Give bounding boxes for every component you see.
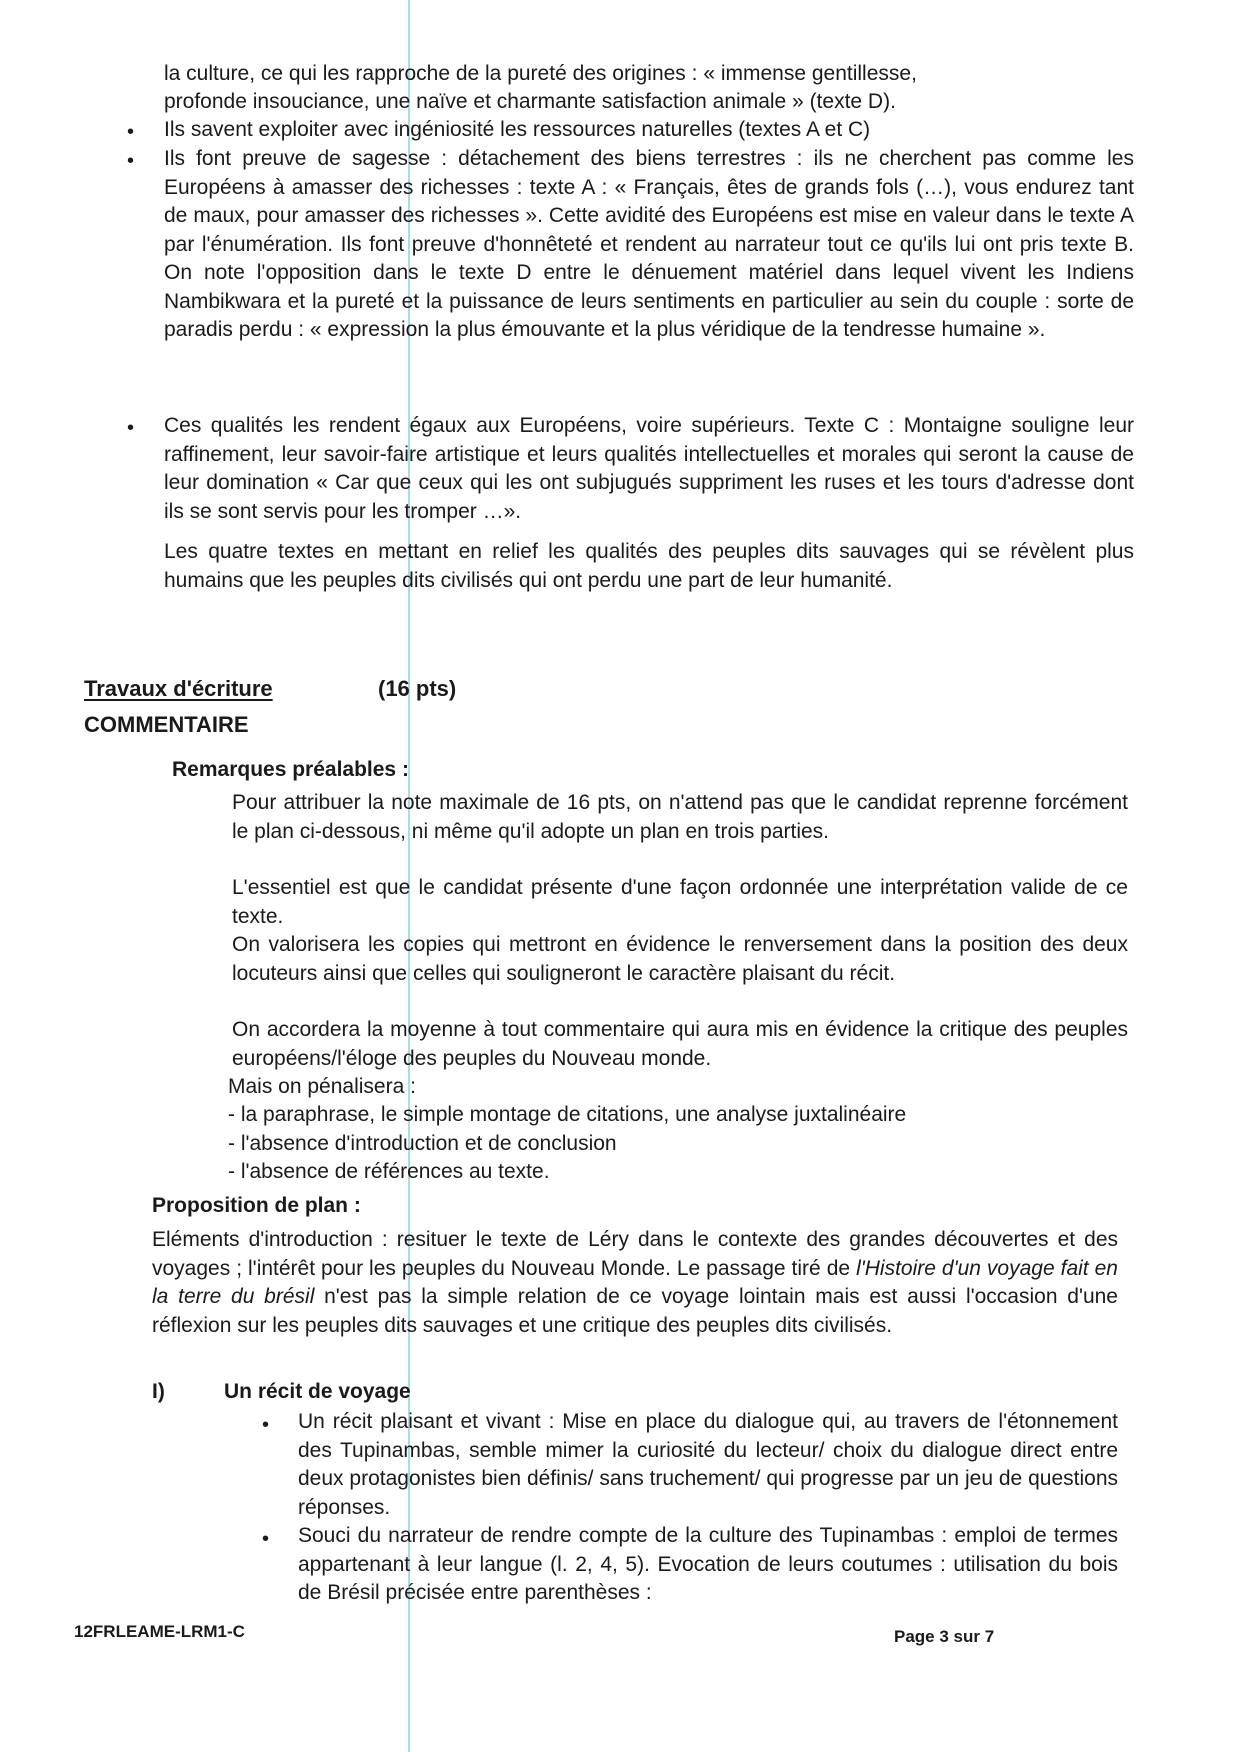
document-code: 12FRLEAME-LRM1-C (74, 1622, 245, 1641)
penalty-item: - la paraphrase, le simple montage de citations, une analyse juxtalinéaire (228, 1103, 907, 1126)
part-number: I) (152, 1380, 165, 1403)
penalty-item: - l'absence de références au texte. (228, 1160, 550, 1183)
bullet-dot-icon: • (262, 1528, 270, 1550)
plan-intro-text-end: n'est pas la simple relation de ce voyage lointain mais est aussi l'occasion d'une réflexion sur les peuples dits sauvages et une critique des peuples dits civilisés. (152, 1285, 1118, 1337)
bullet-dot-icon: • (262, 1414, 270, 1436)
bullet-dot-icon: • (127, 417, 135, 439)
section-points: (16 pts) (378, 676, 457, 701)
part1-bullet-culture: Souci du narrateur de rendre compte de la culture des Tupinambas : emploi de termes appartenant à leur langue (l. 2, 4, 5). Evocation de leurs coutumes : utilisation du bois de Brésil précisée entre parenthèses : (298, 1524, 1118, 1604)
intro-line-2: profonde insouciance, une naïve et charmante satisfaction animale » (texte D). (164, 90, 896, 113)
conclusion-paragraph: Les quatre textes en mettant en relief les qualités des peuples dits sauvages qui se révèlent plus humains que les peuples dits civilisés qui ont perdu une part de leur humanité. (164, 540, 1134, 592)
bullet-wisdom: Ils font preuve de sagesse : détachement des biens terrestres : ils ne cherchent pas comme les Européens à amasser des richesses : texte A : « Français, êtes de grands fols (…), vous endurez tant de maux, pour amasser des richesses ». Cette avidité des Européens est mise en valeur dans le texte A par l'énumération. Ils font preuve d'honnêteté et rendent au narrateur tout ce qu'ils lui ont pris texte B. On note l'opposition dans le texte D entre le dénuement matériel dans lequel vivent les Indiens Nambikwara et la pureté et la puissance de leurs sentiments en particulier au sein du couple : sorte de paradis perdu : « expression la plus émouvante et la plus véridique de la tendresse humaine ». (164, 147, 1134, 341)
remarks-paragraph-4: On accordera la moyenne à tout commentaire qui aura mis en évidence la critique des peuples européens/l'éloge des peuples du Nouveau monde. (232, 1018, 1128, 1070)
remarks-heading: Remarques préalables : (172, 758, 409, 781)
bullet-superiority: Ces qualités les rendent égaux aux Européens, voire supérieurs. Texte C : Montaigne souligne leur raffinement, leur savoir-faire artistique et leurs qualités intellectuelles et morales qui seront la cause de leur domination « Car que ceux qui les ont subjugués suppriment les ruses et les tours d'adresse dont ils se sont servis pour les tromper …». (164, 414, 1134, 523)
section-title: Travaux d'écriture (84, 676, 273, 701)
part-title: Un récit de voyage (224, 1380, 411, 1403)
penalty-list (228, 1101, 1128, 1187)
plan-heading: Proposition de plan : (152, 1194, 361, 1217)
part1-bullet-narrative: Un récit plaisant et vivant : Mise en place du dialogue qui, au travers de l'étonnement des Tupinambas, semble mimer la curiosité du lecteur/ choix du dialogue direct entre deux protagonistes bien définis/ sans truchement/ qui progresse par un jeu de questions réponses. (298, 1410, 1118, 1519)
book-title: l'Histoire d'un voyage fait en la terre du brésil (152, 1256, 1118, 1308)
bullet-resources: Ils savent exploiter avec ingéniosité les ressources naturelles (textes A et C) (164, 118, 871, 141)
remarks-paragraph-5: Mais on pénalisera : (228, 1075, 416, 1098)
bullet-dot-icon: • (127, 150, 135, 172)
remarks-paragraph-2: L'essentiel est que le candidat présente d'une façon ordonnée une interprétation valide de ce texte. (232, 876, 1128, 928)
plan-intro-text: Eléments d'introduction : resituer le texte de Léry dans le contexte des grandes découvertes et des voyages ; l'intérêt pour les peuples du Nouveau Monde. Le passage tiré de (152, 1228, 1118, 1280)
page-number: Page 3 sur 7 (894, 1627, 995, 1646)
penalty-item: - l'absence d'introduction et de conclusion (228, 1131, 617, 1155)
remarks-paragraph-3: On valorisera les copies qui mettront en évidence le renversement dans la position des deux locuteurs ainsi que celles qui souligneront le caractère plaisant du récit. (232, 933, 1128, 985)
remarks-paragraph-1: Pour attribuer la note maximale de 16 pts, on n'attend pas que le candidat reprenne forcément le plan ci-dessous, ni même qu'il adopte un plan en trois parties. (232, 791, 1128, 843)
section-subtitle: COMMENTAIRE (84, 712, 249, 737)
plan-introduction (152, 1226, 1118, 1340)
bullet-dot-icon: • (127, 121, 135, 143)
intro-line-1: la culture, ce qui les rapproche de la pureté des origines : « immense gentillesse, (164, 62, 917, 85)
